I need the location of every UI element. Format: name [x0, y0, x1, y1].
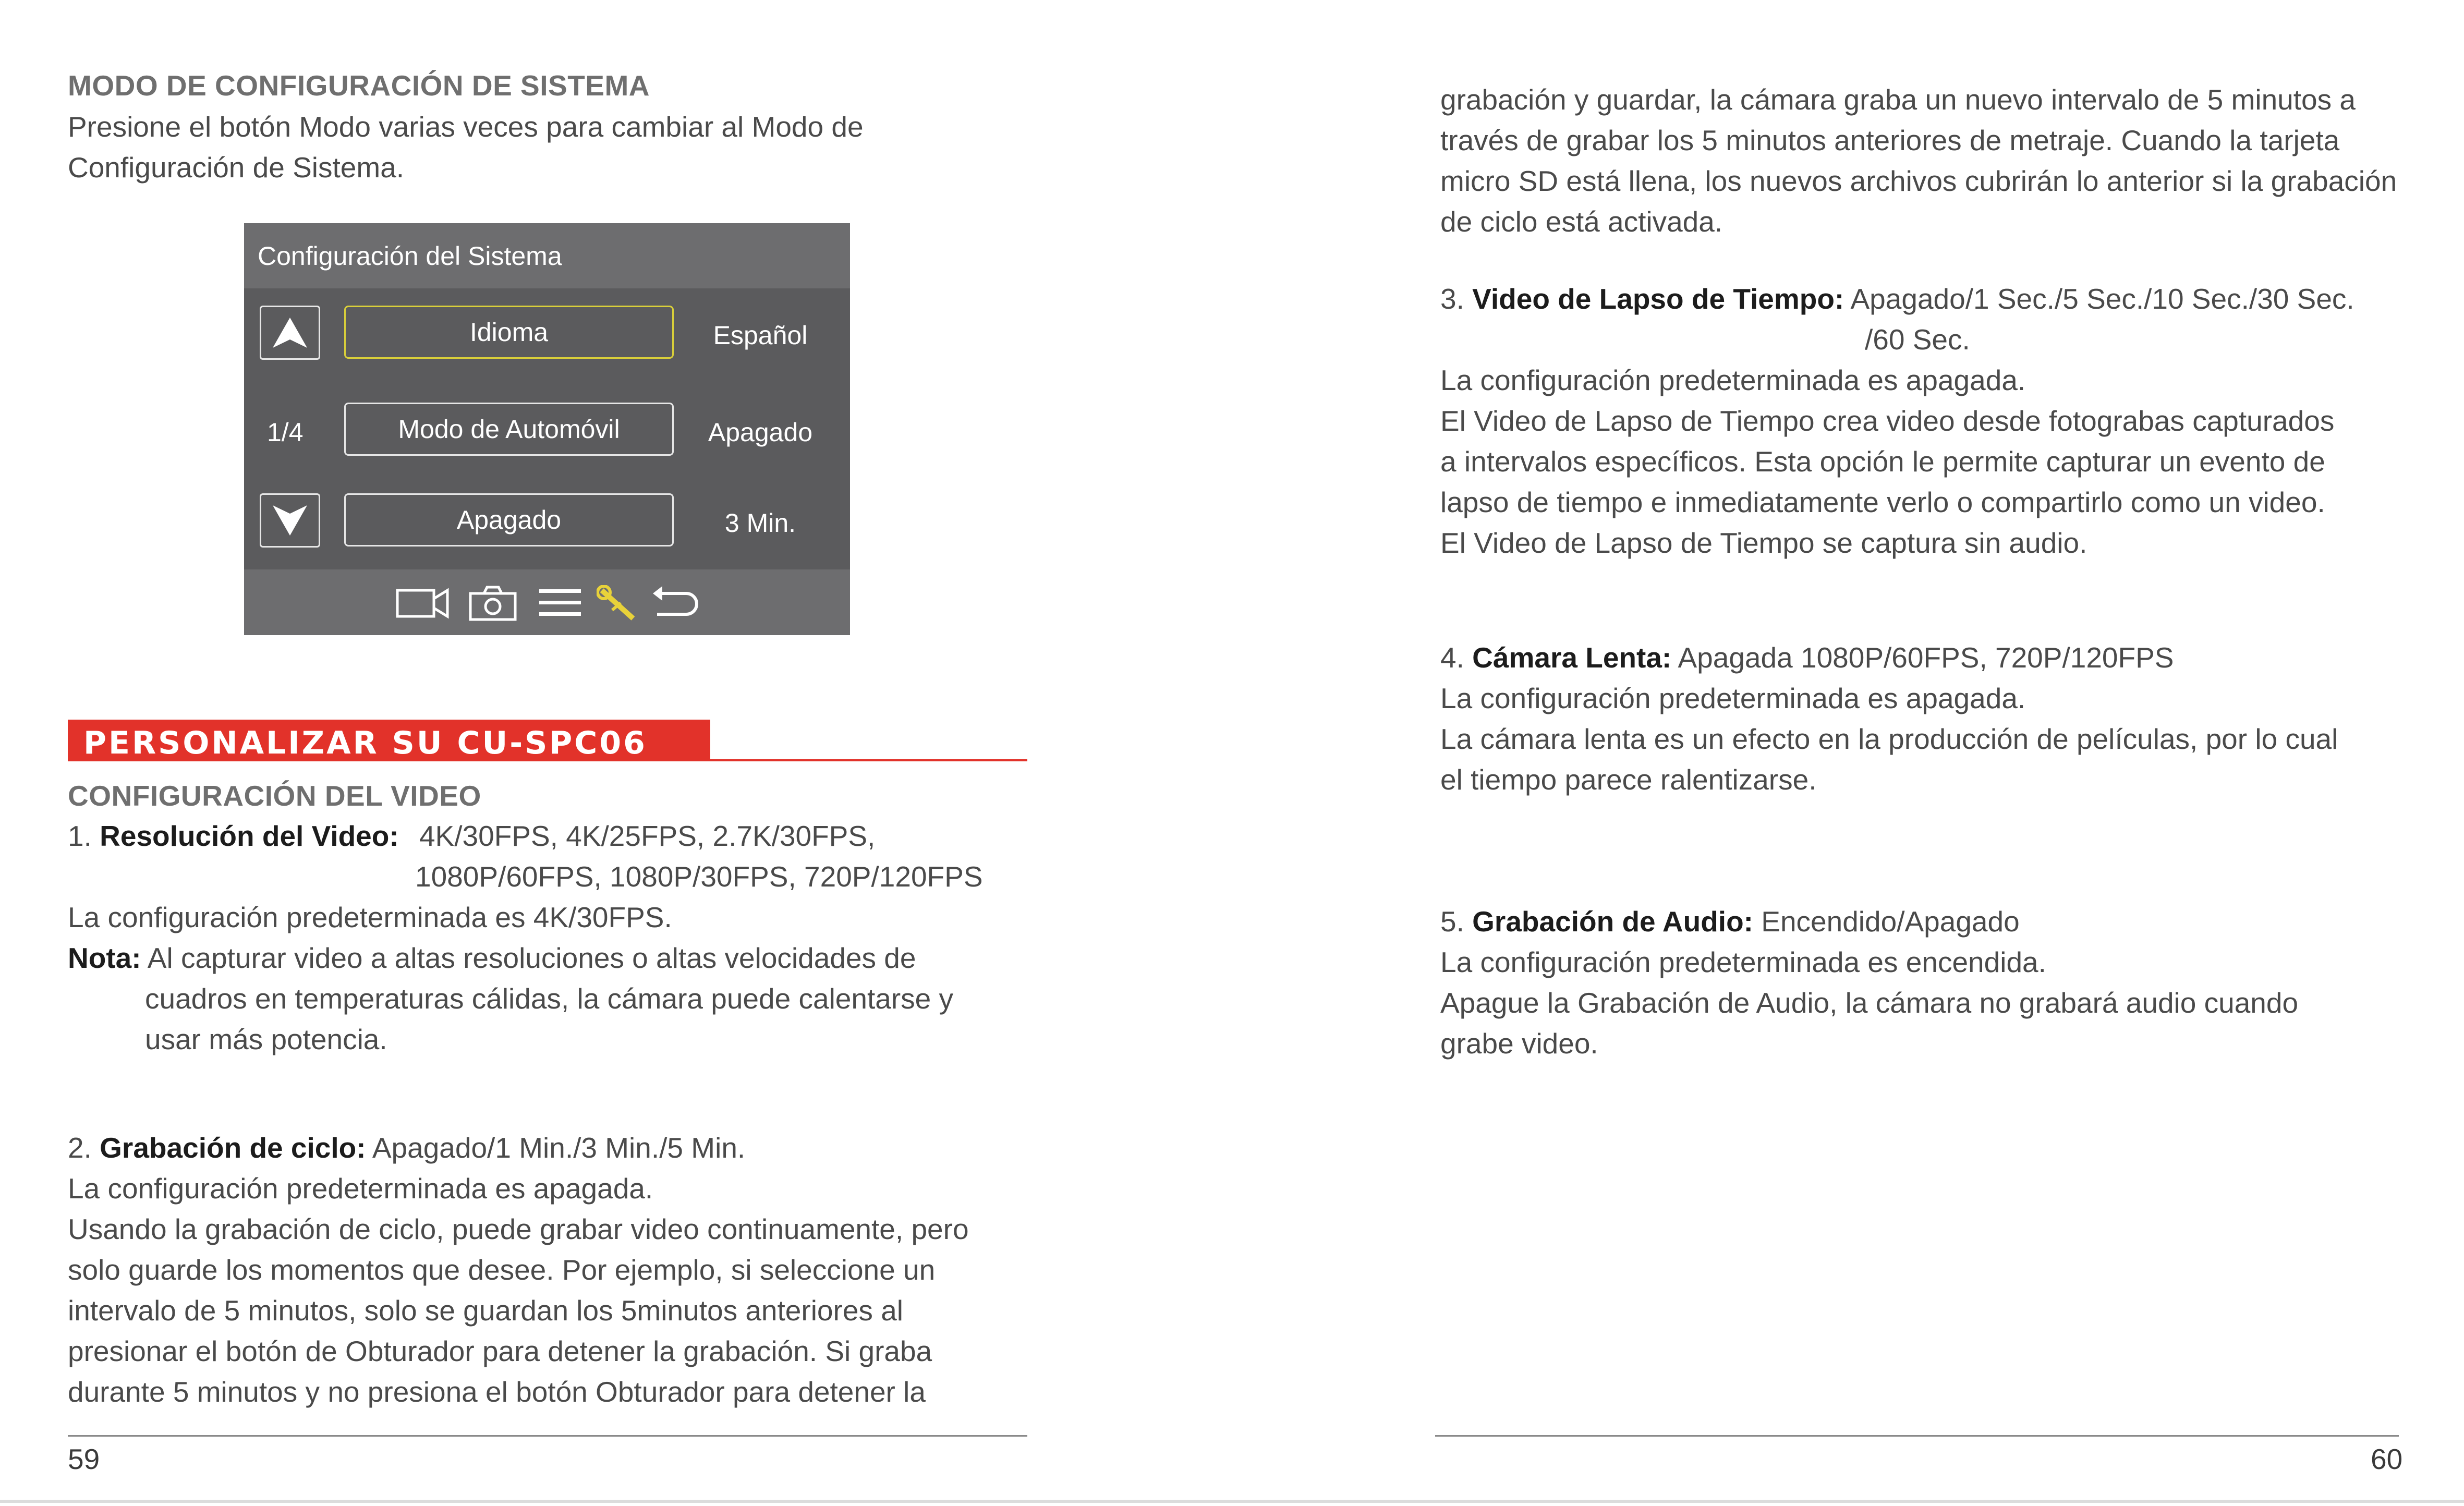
- body-line: lapso de tiempo e inmediatamente verlo o compartirlo como un video.: [1440, 486, 2325, 518]
- body-line: La configuración predeterminada es apagada.: [1440, 682, 2026, 714]
- item-options-cont: 1080P/60FPS, 1080P/30FPS, 720P/120FPS: [415, 860, 983, 893]
- menu-value-modo-automovil: Apagado: [708, 418, 813, 447]
- item-default: La configuración predeterminada es 4K/30FPS.: [68, 901, 672, 933]
- footer-rule: [68, 1435, 1027, 1437]
- page-number: 60: [2371, 1443, 2403, 1475]
- body-line: La cámara lenta es un efecto en la producción de películas, por lo cual: [1440, 723, 2338, 755]
- menu-icon[interactable]: [538, 585, 582, 620]
- wrench-icon[interactable]: [597, 585, 638, 622]
- body-line: intervalo de 5 minutos, solo se guardan los 5minutos anteriores al: [68, 1294, 904, 1327]
- item-label: Grabación de Audio:: [1472, 905, 1753, 938]
- right-page: [1232, 0, 2464, 1506]
- body-line: través de grabar los 5 minutos anteriores de metraje. Cuando la tarjeta: [1440, 124, 2340, 156]
- intro-text: [68, 106, 864, 188]
- page-indicator: 1/4: [267, 418, 304, 447]
- menu-item-modo-automovil[interactable]: Modo de Automóvil: [344, 403, 674, 456]
- section-title: MODO DE CONFIGURACIÓN DE SISTEMA: [68, 69, 650, 102]
- intro-line: Configuración de Sistema.: [68, 151, 405, 184]
- screen-header: [244, 223, 850, 288]
- body-line: micro SD está llena, los nuevos archivos cubrirán lo anterior si la grabación: [1440, 165, 2397, 197]
- mode-icon-bar: [244, 569, 850, 635]
- body-line: El Video de Lapso de Tiempo se captura sin audio.: [1440, 527, 2087, 559]
- item-label: Resolución del Video:: [100, 820, 399, 852]
- item-options: Encendido/Apagado: [1761, 905, 2020, 938]
- body-line: La configuración predeterminada es apagada.: [68, 1172, 653, 1205]
- intro-line: Presione el botón Modo varias veces para cambiar al Modo de: [68, 111, 864, 143]
- body-line: presionar el botón de Obturador para detener la grabación. Si graba: [68, 1335, 932, 1367]
- video-config-title: CONFIGURACIÓN DEL VIDEO: [68, 780, 481, 812]
- body-line: El Video de Lapso de Tiempo crea video desde fotograbas capturados: [1440, 405, 2335, 437]
- scroll-up-button[interactable]: [260, 306, 320, 360]
- camera-settings-screen: [244, 223, 850, 635]
- footer-rule: [1435, 1435, 2399, 1437]
- body-line: a intervalos específicos. Esta opción le permite capturar un evento de: [1440, 445, 2325, 478]
- item-number: 2.: [68, 1132, 92, 1164]
- video-camera-icon[interactable]: [395, 585, 450, 620]
- screen-title: Configuración del Sistema: [258, 241, 562, 271]
- item-number: 3.: [1440, 283, 1464, 315]
- item-audio-recording: [1440, 901, 2431, 1064]
- down-arrow-icon: [271, 502, 309, 539]
- item-options-cont: /60 Sec.: [1865, 323, 1970, 356]
- item-number: 4.: [1440, 641, 1464, 674]
- item-options: Apagada 1080P/60FPS, 720P/120FPS: [1678, 641, 2174, 674]
- body-line: Apague la Grabación de Audio, la cámara no grabará audio cuando: [1440, 987, 2299, 1019]
- item-time-lapse: [1440, 278, 2431, 563]
- banner-title: PERSONALIZAR SU CU-SPC06: [83, 725, 647, 761]
- body-line: el tiempo parece ralentizarse.: [1440, 763, 1817, 796]
- item-options: Apagado/1 Sec./5 Sec./10 Sec./30 Sec.: [1850, 283, 2354, 315]
- note-text: usar más potencia.: [145, 1023, 387, 1055]
- menu-value-apagado: 3 Min.: [724, 508, 796, 538]
- item-label: Grabación de ciclo:: [100, 1132, 366, 1164]
- item-slow-motion: [1440, 637, 2431, 800]
- body-line: grabación y guardar, la cámara graba un nuevo intervalo de 5 minutos a: [1440, 83, 2356, 116]
- banner-underline: [710, 759, 1027, 761]
- item-label: Cámara Lenta:: [1472, 641, 1672, 674]
- body-line: grabe video.: [1440, 1027, 1598, 1060]
- item-number: 1.: [68, 820, 92, 852]
- body-line: durante 5 minutos y no presiona el botón Obturador para detener la: [68, 1376, 926, 1408]
- note-text: Al capturar video a altas resoluciones o altas velocidades de: [147, 942, 916, 974]
- menu-item-idioma[interactable]: Idioma: [344, 306, 674, 359]
- menu-item-apagado[interactable]: Apagado: [344, 493, 674, 546]
- body-line: La configuración predeterminada es encendida.: [1440, 946, 2046, 978]
- back-arrow-icon[interactable]: [650, 585, 700, 622]
- item-loop-recording: [68, 1127, 1033, 1412]
- item-number: 5.: [1440, 905, 1464, 938]
- note-label: Nota:: [68, 942, 141, 974]
- item-label: Video de Lapso de Tiempo:: [1472, 283, 1844, 315]
- item-options: Apagado/1 Min./3 Min./5 Min.: [372, 1132, 746, 1164]
- item-video-resolution: [68, 816, 1033, 1060]
- photo-camera-icon[interactable]: [468, 585, 517, 622]
- section-banner: [68, 720, 710, 761]
- page-bottom-edge: [0, 1500, 2464, 1503]
- page-number: 59: [68, 1443, 100, 1475]
- up-arrow-icon: [271, 314, 309, 351]
- loop-recording-continuation: [1440, 79, 2431, 242]
- body-line: Usando la grabación de ciclo, puede grabar video continuamente, pero: [68, 1213, 969, 1245]
- scroll-down-button[interactable]: [260, 493, 320, 548]
- item-options: 4K/30FPS, 4K/25FPS, 2.7K/30FPS,: [419, 820, 876, 852]
- body-line: La configuración predeterminada es apagada.: [1440, 364, 2026, 396]
- body-line: solo guarde los momentos que desee. Por ejemplo, si seleccione un: [68, 1254, 936, 1286]
- menu-value-idioma: Español: [713, 321, 808, 350]
- note-text: cuadros en temperaturas cálidas, la cámara puede calentarse y: [145, 982, 954, 1015]
- body-line: de ciclo está activada.: [1440, 205, 1723, 238]
